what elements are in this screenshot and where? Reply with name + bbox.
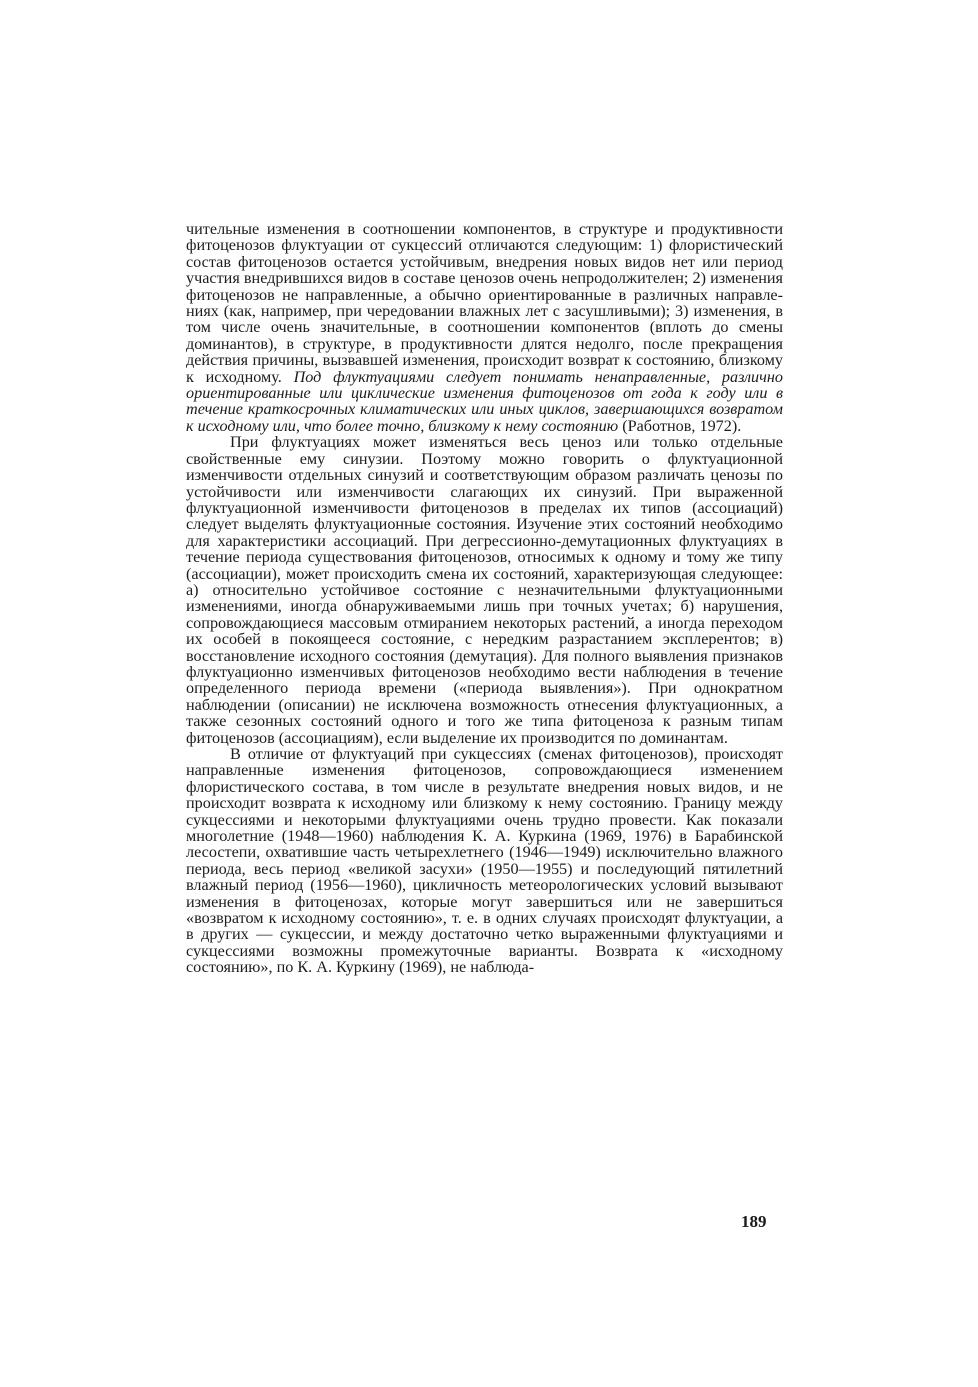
paragraph-1-definition-italic: Под флуктуациями следует понимать ненаправленные, различно ориентированные или циклические изменения фитоценозов от года к году или в течение краткосрочных климатических или иных циклов, завершающихся возвратом к исходному или, что более точно, близкому к нему состоянию [186, 367, 783, 435]
paragraph-2-text: При флуктуациях может изменяться весь ценоз или только отдельные свойственные ему синузии. Поэтому можно говорить о флуктуационной изменчивости отдельных синузий и соответствующим образом различать ценозы по устойчивости или изменчивости слагающих их синузий. При выраженной флуктуационной изменчивости фитоценозов в пределах их типов (ассоциаций) следует выделять флуктуационные состояния. Изучение этих состояний необходимо для характеристики ассоциаций. При дегрессионно-демутационных флуктуациях в течение периода существования фитоценозов, относимых к одному и тому же типу (ассоциации), может происходить смена их состояний, характеризующая следующее: а) относительно устойчивое состояние с незначительными флуктуационными изменениями, иногда обнаруживаемыми лишь при точных учетах; б) нарушения, сопровождающиеся массовым отмиранием некоторых растений, а иногда переходом их особей в покоящееся состояние, с нередким разрастанием эксплерентов; в) восстановление исходного состояния (демутация). Для полного выявления признаков флуктуационно изменчивых фитоценозов необходимо вести наблюдения в течение определенного периода времени («периода выявления»). При однократном наблюдении (описании) не исключена возможность отнесения флуктуационных, а также сезонных состояний одного и того же типа фитоценоза к разным типам фитоценозов (ассоциациям), если выделение их производится по доминантам. [186, 433, 783, 747]
page-number: 189 [741, 1212, 767, 1231]
paragraph-1-citation: (Работнов, 1972). [618, 416, 742, 435]
paragraph-2 [186, 434, 783, 746]
paragraph-3-text: В отличие от флуктуаций при сукцессиях (сменах фитоценозов), происходят направленные изменения фитоценозов, сопровождающиеся изменением флористического состава, в том числе в результате внедрения новых видов, и не происходит возврата к исходному или близкому к нему состоянию. Границу между сукцессиями и некоторыми флуктуациями очень трудно провести. Как показали многолетние (1948—1960) наблюдения К. А. Куркина (1969, 1976) в Барабинской лесостепи, охватившие часть четырехлетнего (1946—1949) исключительно влажного периода, весь период «великой засухи» (1950—1955) и последующий пятилетний влажный период (1956—1960), цикличность метеорологических условий вызывают изменения в фитоценозах, которые могут завершиться или не завершиться «возвратом к исходному состоянию», т. е. в одних случаях происходят флуктуации, а в других — сукцессии, и между достаточно четко выраженными флуктуациями и сукцессиями возможны промежуточные варианты. Возврата к «исходному состоянию», по К. А. Куркину (1969), не наблюда- [186, 745, 783, 977]
paragraph-3 [186, 746, 783, 976]
page-body [186, 221, 783, 976]
paragraph-1-text: чительные изменения в соотношении компонентов, в структуре и продуктивности фитоценозов флуктуации от сукцессий отличаются следующим: 1) флористический состав фитоценозов остается устойчивым, внедрения новых видов нет или период участия внедрившихся видов в составе ценозов очень непродолжителен; 2) изменения фитоценозов не направленные, а обычно ориентированные в различных направлениях (как, например, при чередовании влажных лет с засушливыми); 3) изменения, в том числе очень значительные, в соотношении компонентов (вплоть до смены доминантов), в структуре, в продуктивности длятся недолго, после прекращения действия причины, вызвавшей изменения, происходит возврат к состоянию, близкому к исходному. [186, 220, 783, 386]
paragraph-1 [186, 221, 783, 434]
